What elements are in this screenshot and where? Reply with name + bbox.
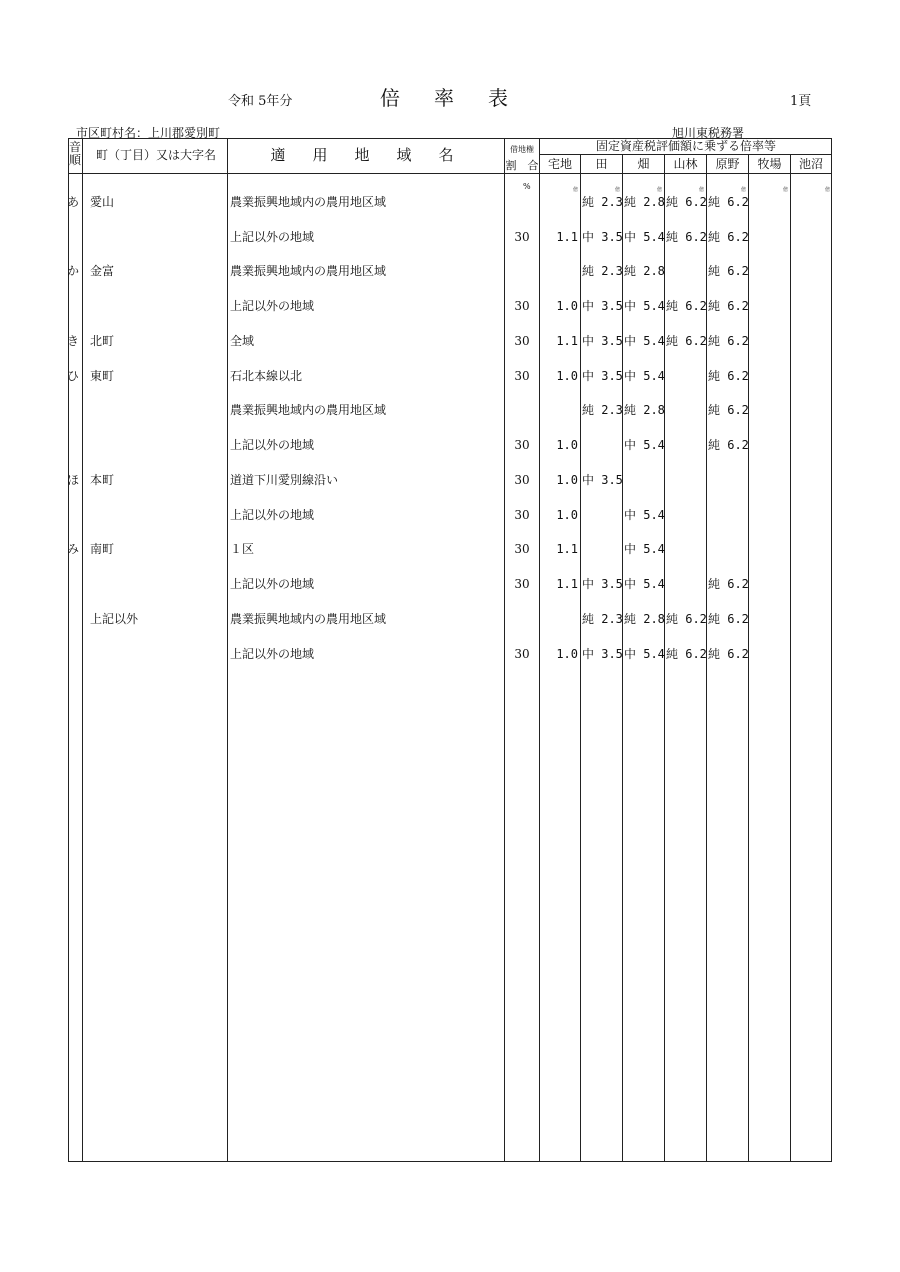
row-field: 純 2.8	[624, 264, 665, 278]
column-header-forest: 山林	[673, 157, 698, 171]
row-paddy: 純 2.3	[582, 403, 623, 417]
row-residential: 1.0	[556, 473, 578, 487]
row-kana: ほ	[66, 473, 79, 487]
row-paddy: 中 3.5	[582, 334, 623, 348]
column-header-multiplier-group: 固定資産税評価額に乗ずる倍率等	[595, 139, 776, 153]
row-area: 石北本線以北	[230, 369, 303, 383]
row-residential: 1.1	[556, 230, 578, 244]
row-field: 純 2.8	[624, 403, 665, 417]
times-unit-forest: 倍	[698, 187, 704, 193]
row-paddy: 中 3.5	[582, 369, 623, 383]
row-area: 農業振興地域内の農用地区域	[230, 612, 387, 626]
row-field: 中 5.4	[624, 299, 665, 313]
row-lease: 30	[514, 299, 530, 313]
row-kana: み	[66, 542, 79, 556]
era-label: 令和 5年分	[228, 94, 293, 109]
row-area: 上記以外の地域	[230, 508, 315, 522]
column-header-town: 町（丁目）又は大字名	[95, 148, 216, 162]
row-area: 農業振興地域内の農用地区域	[230, 264, 387, 278]
row-area: 上記以外の地域	[230, 577, 315, 591]
tax-office-label: 旭川東税務署	[672, 126, 745, 140]
row-wild: 純 6.2	[708, 230, 749, 244]
row-lease: 30	[514, 334, 530, 348]
row-area: 上記以外の地域	[230, 647, 315, 661]
times-unit-wild: 倍	[740, 187, 746, 193]
row-field: 中 5.4	[624, 542, 665, 556]
row-lease: 30	[514, 647, 530, 661]
row-area: 上記以外の地域	[230, 230, 315, 244]
row-field: 中 5.4	[624, 508, 665, 522]
column-header-field: 畑	[637, 157, 650, 171]
row-town: 本町	[90, 473, 115, 487]
row-residential: 1.1	[556, 334, 578, 348]
times-unit-field: 倍	[656, 187, 662, 193]
row-wild: 純 6.2	[708, 195, 749, 209]
row-wild: 純 6.2	[708, 647, 749, 661]
municipality-label: 市区町村名：上川郡愛別町	[76, 126, 221, 140]
row-field: 中 5.4	[624, 577, 665, 591]
row-field: 中 5.4	[624, 369, 665, 383]
row-area: 農業振興地域内の農用地区域	[230, 403, 387, 417]
row-lease: 30	[514, 438, 530, 452]
row-field: 中 5.4	[624, 230, 665, 244]
row-lease: 30	[514, 508, 530, 522]
row-wild: 純 6.2	[708, 369, 749, 383]
row-lease: 30	[514, 542, 530, 556]
row-wild: 純 6.2	[708, 612, 749, 626]
row-residential: 1.0	[556, 508, 578, 522]
row-town: 東町	[90, 369, 115, 383]
row-wild: 純 6.2	[708, 403, 749, 417]
row-kana: ひ	[66, 369, 79, 383]
percent-unit: %	[523, 182, 531, 191]
row-paddy: 純 2.3	[582, 195, 623, 209]
times-unit-pasture: 倍	[782, 187, 788, 193]
row-forest: 純 6.2	[666, 299, 707, 313]
row-area: 道道下川愛別線沿い	[230, 473, 339, 487]
row-kana: き	[66, 334, 79, 348]
row-kana: あ	[66, 195, 79, 209]
row-paddy: 純 2.3	[582, 264, 623, 278]
column-header-order: 音順	[68, 140, 81, 167]
row-area: 農業振興地域内の農用地区域	[230, 195, 387, 209]
row-residential: 1.0	[556, 647, 578, 661]
row-forest: 純 6.2	[666, 195, 707, 209]
row-lease: 30	[514, 577, 530, 591]
row-residential: 1.0	[556, 299, 578, 313]
times-unit-paddy: 倍	[614, 187, 620, 193]
column-header-residential: 宅地	[547, 157, 572, 171]
row-paddy: 純 2.3	[582, 612, 623, 626]
row-lease: 30	[514, 473, 530, 487]
row-area: １区	[230, 542, 255, 556]
row-area: 上記以外の地域	[230, 299, 315, 313]
column-header-lease-bottom: 割 合	[505, 159, 539, 172]
row-paddy: 中 3.5	[582, 299, 623, 313]
times-unit-residential: 倍	[572, 187, 578, 193]
row-town: 愛山	[90, 195, 115, 209]
row-paddy: 中 3.5	[582, 577, 623, 591]
row-wild: 純 6.2	[708, 334, 749, 348]
row-forest: 純 6.2	[666, 334, 707, 348]
row-wild: 純 6.2	[708, 299, 749, 313]
row-town: 金富	[90, 264, 115, 278]
row-forest: 純 6.2	[666, 612, 707, 626]
row-field: 中 5.4	[624, 438, 665, 452]
row-residential: 1.0	[556, 438, 578, 452]
row-town: 南町	[90, 542, 115, 556]
row-town: 北町	[90, 334, 115, 348]
row-wild: 純 6.2	[708, 264, 749, 278]
column-header-paddy: 田	[595, 157, 608, 171]
row-wild: 純 6.2	[708, 577, 749, 591]
row-paddy: 中 3.5	[582, 647, 623, 661]
row-town: 上記以外	[90, 612, 139, 626]
row-field: 純 2.8	[624, 612, 665, 626]
row-lease: 30	[514, 230, 530, 244]
column-header-pasture: 牧場	[757, 157, 782, 171]
page-title: 倍率表	[380, 86, 542, 110]
column-header-area: 適 用 地 域 名	[270, 146, 460, 164]
column-header-pond: 池沼	[798, 157, 823, 171]
page-number: 1頁	[790, 94, 812, 109]
row-area: 全域	[230, 334, 255, 348]
row-residential: 1.1	[556, 577, 578, 591]
row-forest: 純 6.2	[666, 647, 707, 661]
row-lease: 30	[514, 369, 530, 383]
row-residential: 1.1	[556, 542, 578, 556]
column-header-wild: 原野	[715, 157, 740, 171]
row-field: 純 2.8	[624, 195, 665, 209]
row-forest: 純 6.2	[666, 230, 707, 244]
row-field: 中 5.4	[624, 647, 665, 661]
times-unit-pond: 倍	[824, 187, 830, 193]
row-kana: か	[66, 264, 79, 278]
row-residential: 1.0	[556, 369, 578, 383]
row-area: 上記以外の地域	[230, 438, 315, 452]
row-paddy: 中 3.5	[582, 230, 623, 244]
row-field: 中 5.4	[624, 334, 665, 348]
column-header-lease-top: 借地権	[510, 145, 534, 154]
row-wild: 純 6.2	[708, 438, 749, 452]
row-paddy: 中 3.5	[582, 473, 623, 487]
